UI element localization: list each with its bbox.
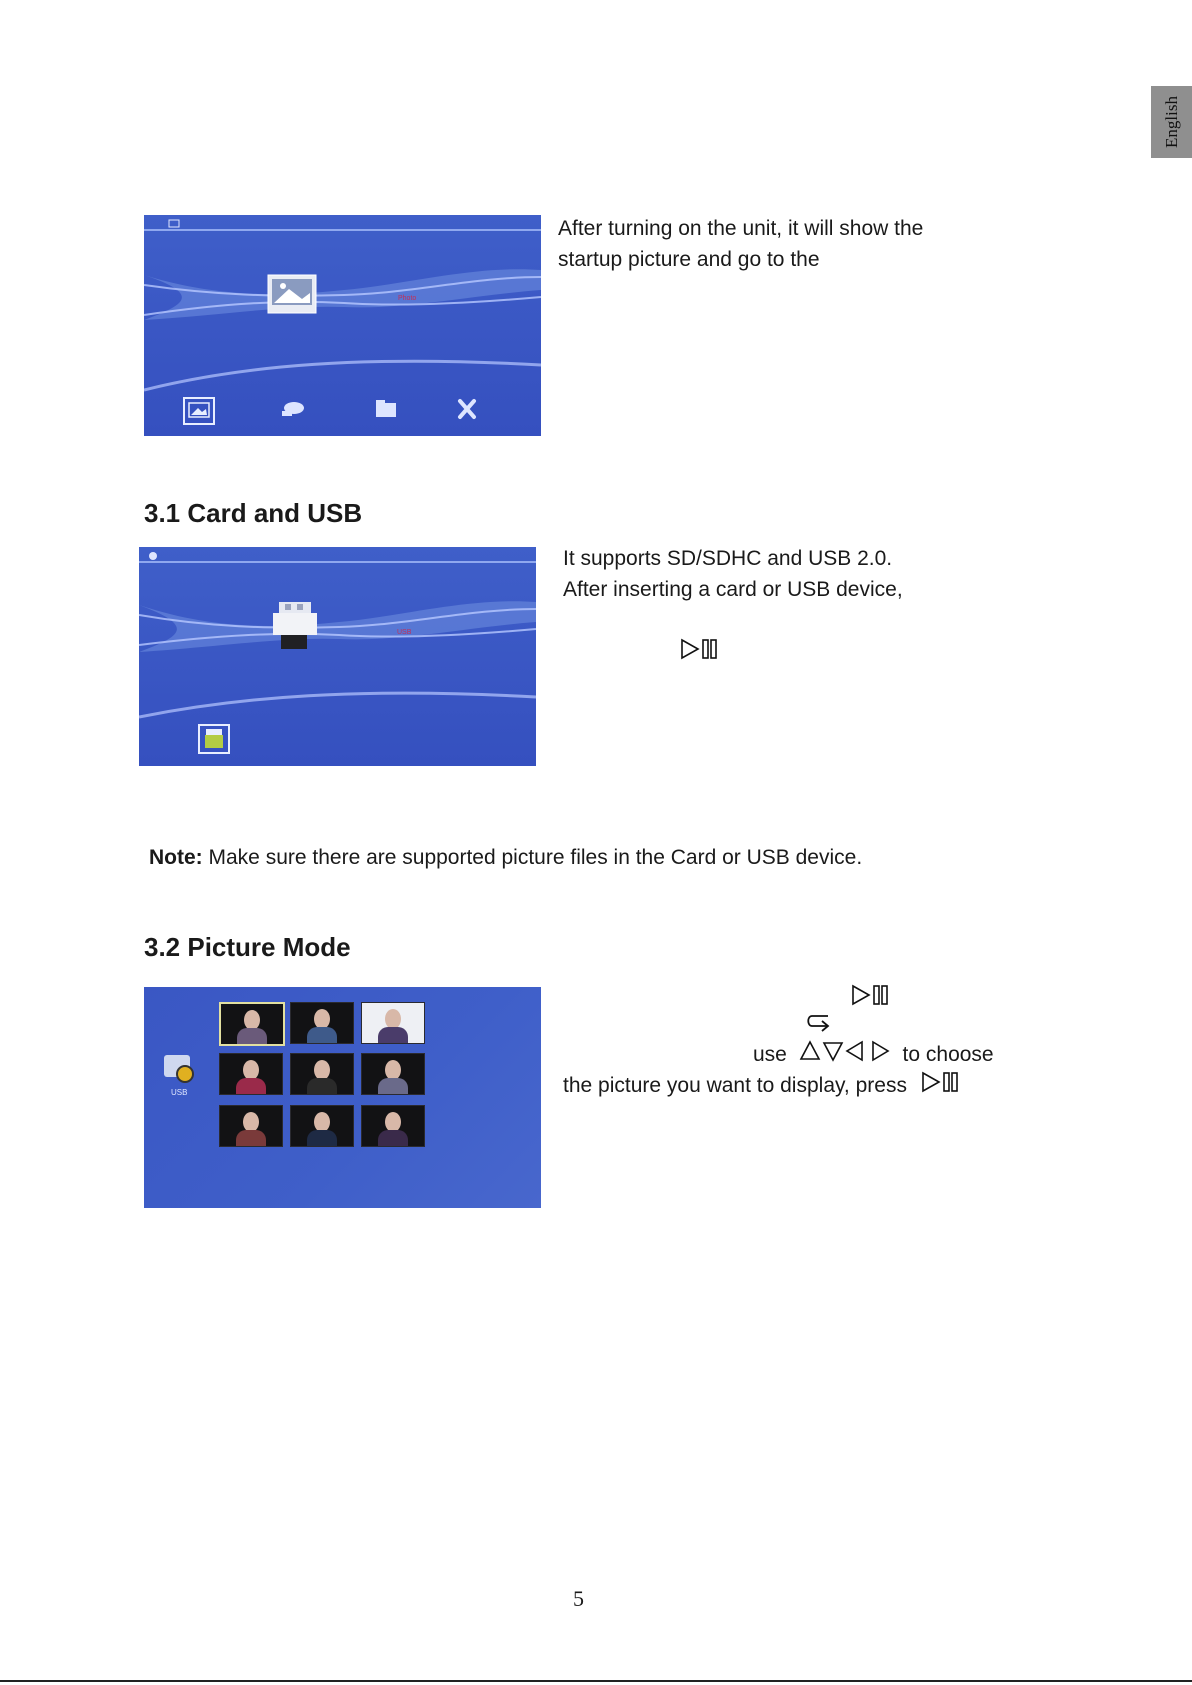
- thumbnail[interactable]: [290, 1053, 354, 1095]
- home-menu-screenshot: [144, 215, 541, 436]
- language-tab-label: English: [1161, 96, 1181, 148]
- intro-text-line1: After turning on the unit, it will show the: [558, 217, 924, 240]
- usb-device-label: USB: [171, 1088, 188, 1097]
- page-number: 5: [573, 1586, 584, 1611]
- card-usb-text-line1: It supports SD/SDHC and USB 2.0.: [563, 547, 893, 570]
- thumbnail[interactable]: [290, 1002, 354, 1044]
- thumbnail[interactable]: [219, 1053, 283, 1095]
- choose-line: [753, 1039, 994, 1072]
- usb-device-icon: [199, 725, 229, 753]
- thumbnail[interactable]: [361, 1053, 425, 1095]
- return-icon: [804, 1012, 834, 1041]
- settings-icon: [460, 401, 474, 417]
- note: [149, 842, 862, 873]
- display-line-text: the picture you want to display, press: [563, 1074, 907, 1098]
- photo-label: Photo: [398, 295, 417, 302]
- choose-line-prefix: use: [753, 1043, 787, 1067]
- section-heading-picture-mode: 3.2 Picture Mode: [144, 932, 351, 962]
- music-icon: [282, 401, 304, 417]
- play-pause-icon: [851, 983, 889, 1012]
- display-line: [563, 1070, 959, 1103]
- arrow-keys-icon: [799, 1039, 891, 1072]
- usb-device-icon: [164, 1055, 190, 1077]
- note-text: Make sure there are supported picture files in the Card or USB device.: [202, 846, 863, 869]
- thumbnail[interactable]: [290, 1105, 354, 1147]
- play-pause-icon: [921, 1070, 959, 1103]
- section-heading-card-usb: 3.1 Card and USB: [144, 498, 363, 528]
- thumbnail[interactable]: [361, 1105, 425, 1147]
- card-usb-text-line2: After inserting a card or USB device,: [563, 578, 903, 601]
- folder-icon: [376, 400, 396, 417]
- picture-mode-screenshot: [144, 987, 541, 1208]
- thumbnail[interactable]: [361, 1002, 425, 1044]
- page-bottom-rule: [0, 1680, 1192, 1682]
- play-pause-icon: [680, 637, 718, 666]
- intro-text-line2: startup picture and go to the: [558, 248, 820, 271]
- choose-line-suffix: to choose: [902, 1043, 994, 1067]
- note-label: Note:: [149, 846, 203, 869]
- thumbnail[interactable]: [219, 1105, 283, 1147]
- usb-screenshot: [139, 547, 536, 766]
- language-tab: [1151, 86, 1192, 158]
- usb-label: USB: [397, 629, 412, 636]
- thumbnail[interactable]: [219, 1002, 285, 1046]
- photo-icon: [184, 398, 214, 424]
